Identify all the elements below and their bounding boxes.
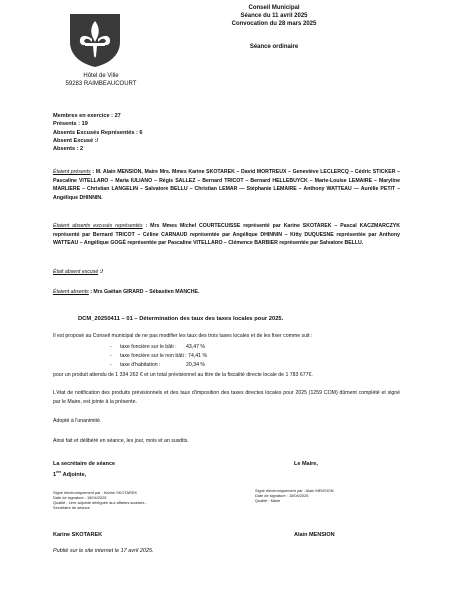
absents-label: Étaient absents	[53, 289, 89, 295]
represented-members-paragraph	[53, 222, 400, 248]
signature-line: Signé électroniquement par : Karine SKOTAREK	[53, 490, 138, 495]
mayor-title: Le Maire,	[294, 461, 318, 467]
represented-members-list: : Mrs Mmes Michel COURTECUISSE représenté par Karine SKOTAREK – Pascal KACZMARCZYK représenté par Bernard TRICOT – Céline CARNAUD représentée par Angélique DHINNIN – Kitty DUQUESNE représentée par Anthony WATTEAU – Angélique GOGÉ représentée par Pascaline VITELLARO – Clémence BARBIER représentée par Salvatore BELLU.	[53, 223, 400, 247]
signature-line: Date de signature : 15/04/2025	[255, 493, 309, 498]
excused-count: Absent Excusé :/	[53, 137, 99, 144]
tax-row	[53, 361, 400, 370]
session-type: Séance ordinaire	[249, 44, 299, 50]
represented-members-label: Étaient absents excusés représentés	[53, 223, 143, 229]
council-label: Conseil Municipal	[248, 5, 300, 11]
excused-value: :/	[98, 269, 103, 275]
represented-count: Absents Excusés Représentés : 6	[53, 129, 143, 136]
present-members-paragraph	[53, 168, 400, 202]
present-count: Présents : 19	[53, 121, 88, 128]
session-date: Séance du 11 avril 2025	[240, 13, 308, 19]
absents-paragraph	[53, 288, 400, 297]
excused-paragraph	[53, 268, 400, 277]
absents-list: : Mrs Gaëtan GIRARD – Sébastien MANCHE.	[88, 289, 200, 295]
tax-dash: -	[110, 362, 112, 368]
secretary-e-signature	[53, 490, 193, 510]
tax-label: taxe foncière sur le non bâti : 74,41 %	[120, 353, 208, 359]
tax-label: taxe foncière sur le bâti :	[120, 344, 177, 350]
signature-line: Signé électroniquement par : Alain MENSION	[255, 488, 334, 493]
tax-label: taxe d'habitation :	[120, 362, 161, 368]
adoption-statement: Adopté à l'unanimité.	[53, 418, 102, 424]
tax-row	[53, 352, 400, 361]
excused-label: Était absent excusé	[53, 269, 99, 275]
signature-line: Qualité : 1ère adjointe déléguée aux affaires sociales -	[53, 500, 147, 505]
convocation-date: Convocation du 28 mars 2025	[231, 21, 317, 27]
deliberation-title: DCM_20250411 – 01 – Détermination des taux des taxes locales pour 2025.	[78, 316, 284, 322]
closing-statement: Ainsi fait et délibéré en séance, les jour, mois et an susdits.	[53, 438, 189, 444]
members-count: Membres en exercice : 27	[53, 113, 121, 119]
publication-notice: Publié sur le site internet le 17 avril 2025.	[53, 548, 154, 554]
signature-line: Qualité : Maire	[255, 498, 281, 503]
absent-count: Absents : 2	[53, 146, 84, 153]
mayor-e-signature	[255, 488, 375, 503]
town-crest-icon	[68, 12, 122, 68]
tax-intro: Il est proposé au Conseil municipal de ne pas modifier les taux des trois taxes locales et de les fixer comme suit :	[53, 333, 313, 339]
present-members-list: : M. Alain MENSION, Maire Mrs. Mmes Karine SKOTAREK – David MORTREUX – Geneviève LECLERCQ – Cédric STICKER – Pascaline VITELLARO – Maria IULIANO – Régis SALLEZ – Bernard TRICOT – Bernard HELLEBUYCK – Marie-Louise LEMAIRE – Maryline MARLIERE – Christian LANGELIN – Salvatore BELLU – Christian LEMAR — Stéphanie LEMAIRE – Anthony WATTEAU — Aurélie PETIT – Angélique DHINNIN.	[53, 169, 400, 201]
present-members-label: Étaient présents	[53, 169, 91, 175]
town-address	[56, 72, 146, 88]
tax-dash: -	[110, 344, 112, 350]
session-header	[214, 4, 334, 28]
secretary-signature-block	[53, 460, 115, 479]
tax-rates-list	[53, 343, 400, 370]
tax-row	[53, 343, 400, 352]
signature-line: Date de signature : 15/04/2025	[53, 495, 107, 500]
expected-revenue: pour un produit attendu de 1 334 262 € et un total prévisionnel au titre de la fiscalité directe locale de 1 783 677€.	[53, 372, 313, 378]
tax-value: 20,34 %	[186, 362, 206, 368]
mayor-name: Alain MENSION	[294, 532, 335, 538]
town-hall-label: Hôtel de Ville	[83, 73, 119, 79]
town-postal-label: 59283 RAIMBEAUCOURT	[65, 81, 137, 87]
tax-dash: -	[110, 353, 112, 359]
secretary-role: 1ère Adjointe,	[53, 470, 87, 478]
secretary-name: Karine SKOTAREK	[53, 532, 103, 538]
secretary-title: La secrétaire de séance	[53, 461, 116, 467]
attendance-counts	[53, 112, 143, 153]
tax-value: 43,47 %	[186, 344, 206, 350]
notification-statement: L'état de notification des produits prévisionnels et des taux d'imposition des taxes directes locales pour 2025 (1259 COM) dûment complété et signé par le Maire, est jointe à la présente.	[53, 390, 400, 405]
signature-line: Secrétaire de séance	[53, 505, 90, 510]
